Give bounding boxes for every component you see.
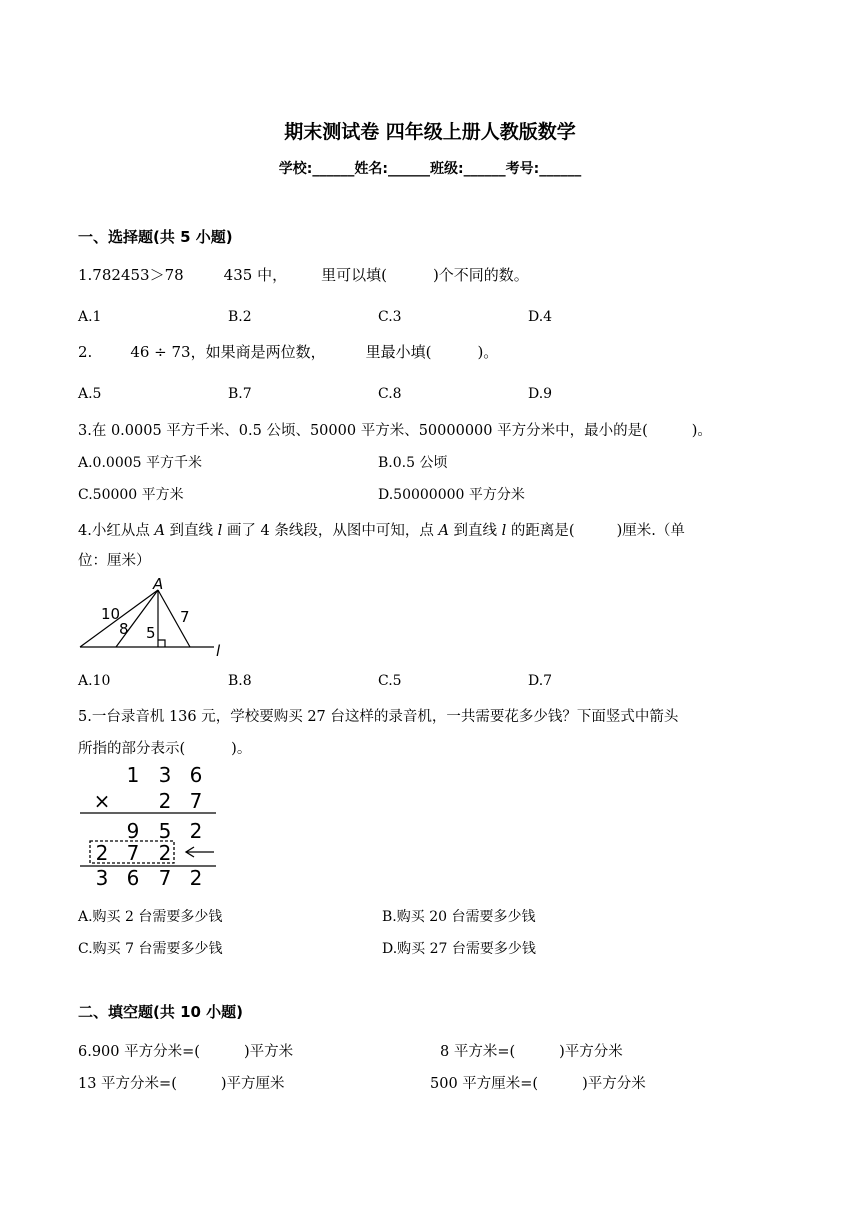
- r1-d2: 3: [158, 763, 172, 787]
- q4-option-c[interactable]: C.5: [378, 673, 402, 689]
- q2-option-c[interactable]: C.8: [378, 386, 402, 402]
- r5-d2: 6: [126, 866, 140, 890]
- r5-d1: 3: [95, 866, 109, 890]
- q6d-suffix: )平方分米: [582, 1076, 646, 1092]
- q6b-prefix: 8 平方米=(: [440, 1044, 516, 1060]
- q2-text-part3: 里最小填(: [365, 343, 432, 361]
- q6-item-d: [430, 1072, 646, 1093]
- q4-triangle-figure: [76, 576, 236, 660]
- q2-option-b[interactable]: B.7: [228, 386, 252, 402]
- q4-text-line2: 位：厘米）: [78, 553, 151, 569]
- q3-option-d[interactable]: D.50000000 平方分米: [378, 487, 525, 503]
- label-8: 8: [119, 620, 129, 638]
- q1-text-part2: 435 中，: [223, 266, 288, 284]
- q4-point-a: A: [154, 523, 165, 539]
- q2-text-part2: 46 ÷ 73，如果商是两位数，: [130, 343, 326, 361]
- r1-d1: 1: [126, 763, 140, 787]
- r5-d3: 7: [158, 866, 172, 890]
- question-2: [78, 341, 498, 362]
- q5-text-line2: [78, 737, 251, 758]
- q1-text-part4: )个不同的数。: [432, 266, 529, 284]
- q6c-suffix: )平方厘米: [220, 1076, 285, 1092]
- q4-text-b: 到直线: [164, 523, 218, 539]
- section-title-choice: 一、选择题(共 5 小题): [78, 228, 233, 246]
- q6b-suffix: )平方分米: [559, 1044, 623, 1060]
- student-info-line: 学校:______姓名:______班级:______考号:______: [278, 161, 582, 177]
- q5-option-c[interactable]: C.购买 7 台需要多少钱: [78, 941, 223, 957]
- label-5: 5: [146, 624, 156, 642]
- r1-d3: 6: [189, 763, 203, 787]
- q3-option-a[interactable]: A.0.0005 平方千米: [78, 455, 202, 471]
- q4-text-e: 的距离是(: [506, 523, 575, 539]
- r4-d2: 7: [126, 841, 140, 865]
- r2-d1: 2: [158, 789, 172, 813]
- q4-text-f: )厘米.（单: [616, 523, 685, 539]
- label-10: 10: [101, 605, 121, 623]
- times-sign: ×: [93, 789, 111, 813]
- q6-item-b: [440, 1040, 623, 1061]
- q2-text-part4: )。: [477, 343, 499, 361]
- q4-line-l: l: [217, 523, 223, 539]
- q6-item-c: [78, 1072, 285, 1093]
- q3-option-c[interactable]: C.50000 平方米: [78, 487, 184, 503]
- q2-text-part1: 2.: [78, 343, 93, 361]
- label-7: 7: [180, 608, 190, 626]
- q6-item-a: [78, 1040, 293, 1061]
- q2-option-a[interactable]: A.5: [78, 386, 102, 402]
- q6a-suffix: )平方米: [243, 1044, 294, 1060]
- q5-multiplication-figure: [76, 760, 222, 890]
- q4-text-a: 4.小红从点: [78, 523, 155, 539]
- q1-option-b[interactable]: B.2: [228, 309, 252, 325]
- q4-option-d[interactable]: D.7: [528, 673, 553, 689]
- q4-text-d: 到直线: [448, 523, 502, 539]
- section-title-fill: 二、填空题(共 10 小题): [78, 1003, 244, 1021]
- q1-option-a[interactable]: A.1: [78, 309, 102, 325]
- q1-option-d[interactable]: D.4: [528, 309, 553, 325]
- question-1: [78, 264, 529, 285]
- question-3: [78, 419, 712, 440]
- q3-text: 3.在 0.0005 平方千米、0.5 公顷、50000 平方米、50000000 平方分米中，最小的是(: [78, 423, 648, 439]
- r4-d1: 2: [95, 841, 109, 865]
- right-angle-mark: [158, 640, 165, 647]
- q1-option-c[interactable]: C.3: [378, 309, 402, 325]
- r3-d1: 9: [126, 819, 140, 843]
- page-title: 期末测试卷 四年级上册人教版数学: [284, 121, 576, 143]
- q3-text-end: )。: [691, 423, 712, 439]
- q5-option-b[interactable]: B.购买 20 台需要多少钱: [382, 909, 536, 925]
- q1-text-part1: 1.782453＞78: [78, 266, 184, 284]
- r3-d2: 5: [158, 819, 172, 843]
- question-5: 5.一台录音机 136 元，学校要购买 27 台这样的录音机，一共需要花多少钱？下面竖式中箭头: [78, 709, 679, 725]
- q3-option-b[interactable]: B.0.5 公顷: [378, 455, 448, 471]
- q6d-prefix: 500 平方厘米=(: [430, 1076, 539, 1092]
- label-line-l: l: [216, 642, 221, 660]
- q4-option-a[interactable]: A.10: [78, 673, 111, 689]
- question-4: [78, 519, 685, 540]
- q5-option-a[interactable]: A.购买 2 台需要多少钱: [78, 909, 223, 925]
- q4-point-a-2: A: [438, 523, 449, 539]
- q2-option-d[interactable]: D.9: [528, 386, 553, 402]
- r3-d3: 2: [189, 819, 203, 843]
- q4-option-b[interactable]: B.8: [228, 673, 252, 689]
- q4-line-l-2: l: [501, 523, 507, 539]
- label-point-a: A: [153, 576, 164, 593]
- q5-option-d[interactable]: D.购买 27 台需要多少钱: [382, 941, 536, 957]
- q6c-prefix: 13 平方分米=(: [78, 1076, 177, 1092]
- q5-text-line2b: )。: [231, 741, 252, 757]
- q6a-prefix: 6.900 平方分米=(: [78, 1044, 200, 1060]
- q5-text-line2a: 所指的部分表示(: [78, 741, 186, 757]
- q1-text-part3: 里可以填(: [321, 266, 387, 284]
- r2-d2: 7: [189, 789, 203, 813]
- r5-d4: 2: [189, 866, 203, 890]
- q4-text-c: 画了 4 条线段，从图中可知，点: [222, 523, 439, 539]
- r4-d3: 2: [158, 841, 172, 865]
